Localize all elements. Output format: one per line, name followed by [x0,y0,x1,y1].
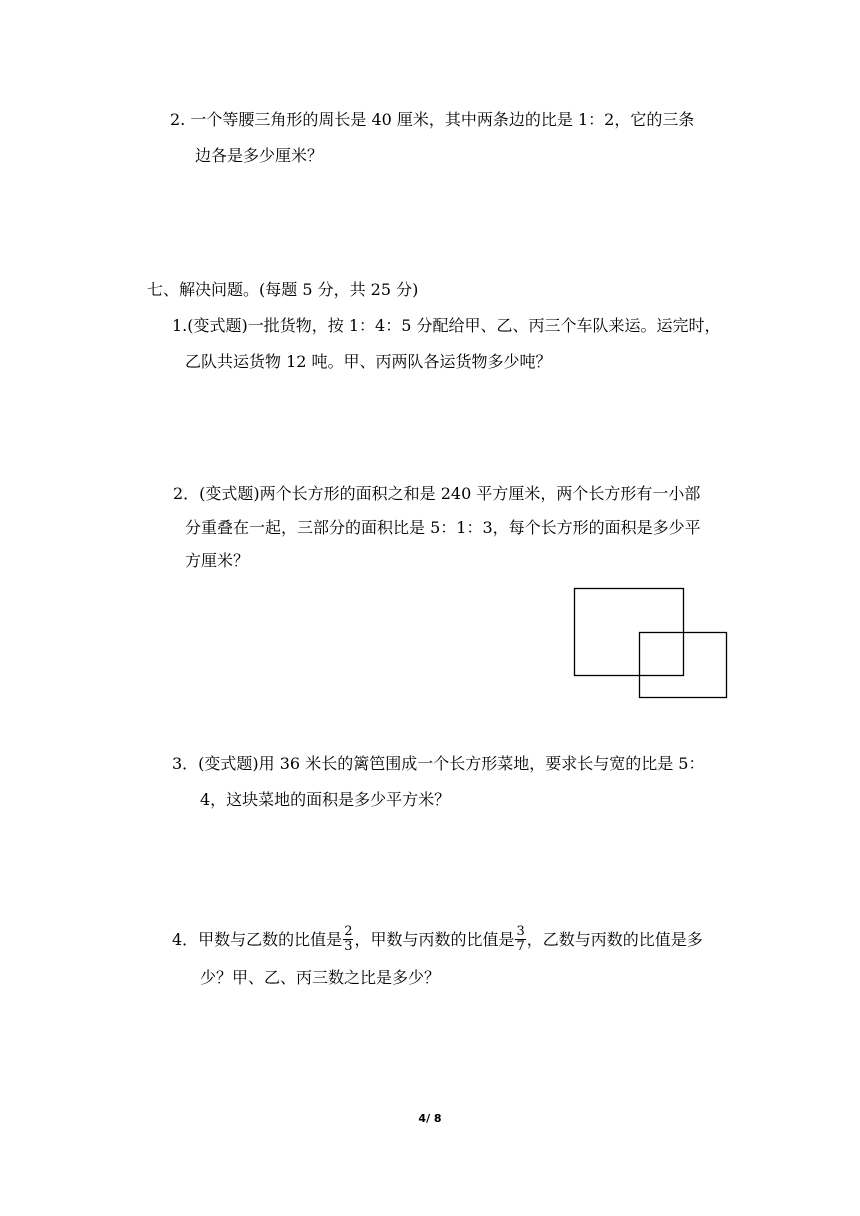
problem-2-line-2: 边各是多少厘米？ [195,146,324,165]
question-4-line-1 [172,926,703,955]
fraction-two-thirds [343,925,353,954]
question-4-line-2: 少？甲、乙、丙三数之比是多少？ [200,968,441,987]
question-2-line-1: 2．(变式题)两个长方形的面积之和是 240 平方厘米，两个长方形有一小部 [173,484,701,503]
fraction-three-sevenths [515,925,525,954]
question-4-text-a: 4．甲数与乙数的比值是 [172,930,343,949]
section-heading: 七、解决问题。(每题 5 分，共 25 分) [147,280,419,299]
overlapping-rectangles-figure [570,584,734,704]
question-3-line-1: 3．(变式题)用 36 米长的篱笆围成一个长方形菜地，要求长与宽的比是 5： [172,754,705,773]
problem-2-line-1: 2. 一个等腰三角形的周长是 40 厘米，其中两条边的比是 1：2，它的三条 [170,110,695,129]
page-number: 4/ 8 [418,1112,442,1125]
question-1-line-2: 乙队共运货物 12 吨。甲、丙两队各运货物多少吨？ [185,352,552,371]
question-1-line-1: 1.(变式题)一批货物，按 1：4：5 分配给甲、乙、丙三个车队来运。运完时， [172,316,721,335]
question-4-text-b: ，甲数与丙数的比值是 [354,930,515,949]
fraction-2-denominator: 7 [516,939,525,954]
question-3-line-2: 4，这块菜地的面积是多少平方米？ [200,790,451,809]
question-4-text-c: ，乙数与丙数的比值是多 [526,930,703,949]
fraction-2-numerator: 3 [516,924,525,939]
question-2-line-2: 分重叠在一起，三部分的面积比是 5：1：3，每个长方形的面积是多少平 [185,518,701,537]
fraction-1-numerator: 2 [344,924,353,939]
fraction-1-denominator: 3 [344,939,353,954]
question-2-line-3: 方厘米？ [185,551,250,570]
